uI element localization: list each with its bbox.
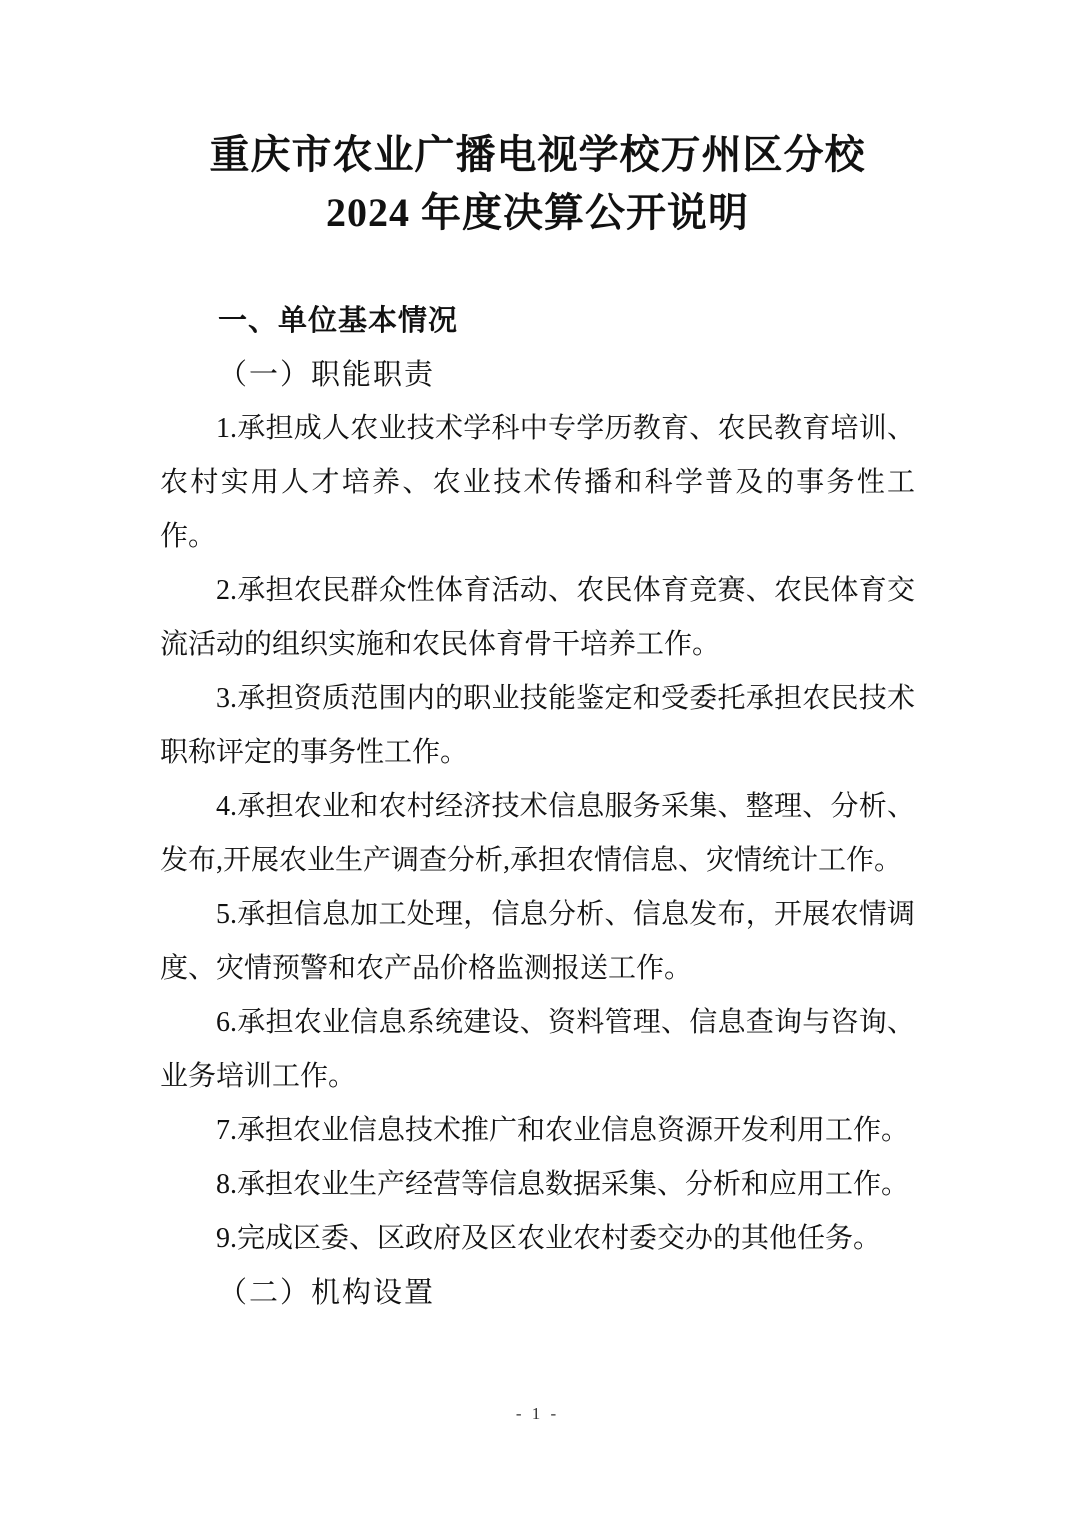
paragraph-duty-2: 2.承担农民群众性体育活动、农民体育竞赛、农民体育交流活动的组织实施和农民体育骨干培养工作。: [160, 575, 915, 660]
page-footer: [0, 1404, 1075, 1424]
paragraph-duty-7: 7.承担农业信息技术推广和农业信息资源开发利用工作。: [216, 1115, 910, 1146]
section-heading-basic-information: 一、单位基本情况: [218, 305, 459, 337]
paragraph-duty-1: 1.承担成人农业技术学科中专学历教育、农民教育培训、农村实用人才培养、农业技术传播和科学普及的事务性工作。: [160, 413, 915, 552]
paragraph-duty-6: 6.承担农业信息系统建设、资料管理、信息查询与咨询、业务培训工作。: [160, 1007, 915, 1092]
paragraph-duty-5: 5.承担信息加工处理，信息分析、信息发布，开展农情调度、灾情预警和农产品价格监测报送工作。: [160, 899, 915, 984]
page-number: - 1 -: [515, 1404, 560, 1423]
paragraph-duty-3: 3.承担资质范围内的职业技能鉴定和受委托承担农民技术职称评定的事务性工作。: [160, 683, 915, 768]
sub-heading-functions-duties: （一）职能职责: [218, 359, 436, 391]
document-title-line-1: 重庆市农业广播电视学校万州区分校: [209, 132, 866, 177]
paragraph-duty-8: 8.承担农业生产经营等信息数据采集、分析和应用工作。: [216, 1169, 910, 1200]
sub-heading-organizational-setup: （二）机构设置: [218, 1277, 436, 1309]
document-title-line-2: 2024 年度决算公开说明: [326, 190, 749, 235]
document-body: [160, 294, 915, 1320]
paragraph-duty-9: 9.完成区委、区政府及区农业农村委交办的其他任务。: [216, 1223, 882, 1254]
paragraph-duty-4: 4.承担农业和农村经济技术信息服务采集、整理、分析、发布,开展农业生产调查分析,承担农情信息、灾情统计工作。: [160, 791, 915, 876]
document-title: [0, 0, 1075, 242]
